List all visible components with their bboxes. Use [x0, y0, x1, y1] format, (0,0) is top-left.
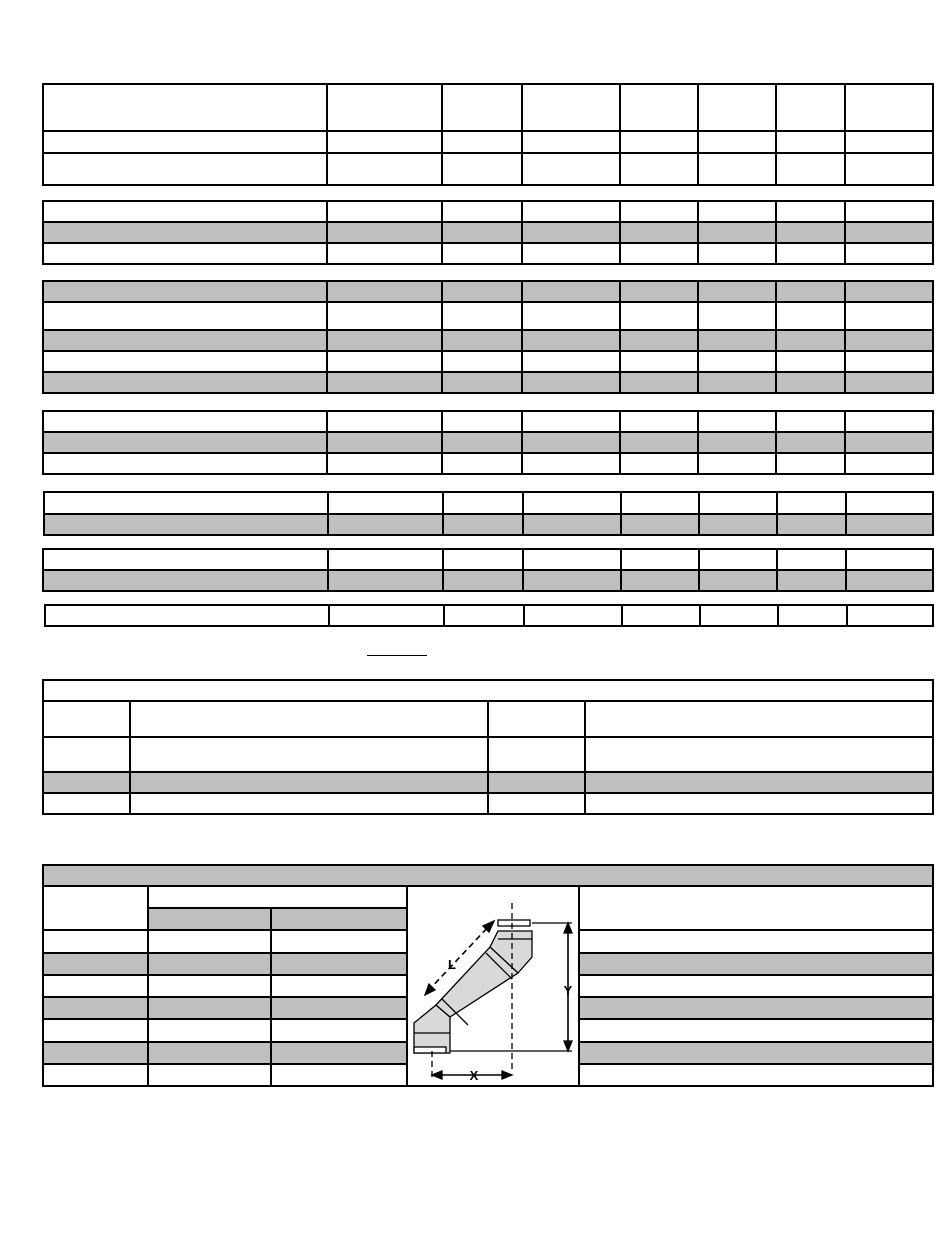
table-row [43, 570, 933, 591]
table-header-row [43, 701, 933, 737]
arrowhead [564, 923, 572, 933]
diagram-cell [407, 886, 579, 1086]
spec-table-group-6 [42, 548, 934, 592]
elbow-offset-table [42, 864, 934, 1087]
table-header-row [43, 886, 933, 908]
spec-table-group-5 [43, 491, 934, 536]
spec-table-group-4 [42, 410, 934, 475]
table-title-bar [43, 680, 933, 701]
table-row [43, 243, 933, 264]
table-row [43, 549, 933, 570]
table-row [43, 302, 933, 330]
table-header-row [43, 84, 933, 131]
label-y: Y [563, 983, 573, 998]
underlined-word-mark [367, 655, 427, 656]
label-x: X [469, 1068, 479, 1083]
arrowhead [564, 1041, 572, 1051]
table-row [43, 131, 933, 153]
table-row [43, 330, 933, 351]
table-row [43, 793, 933, 814]
table-row [43, 351, 933, 372]
table-row [43, 281, 933, 302]
table-row [43, 453, 933, 474]
spec-table-group-2 [42, 200, 934, 265]
spec-table-group-3 [42, 280, 934, 394]
table-row [43, 222, 933, 243]
table-row [43, 372, 933, 393]
table-row [43, 153, 933, 185]
table-row [43, 772, 933, 793]
table-row [43, 201, 933, 222]
vent-component-table [42, 679, 934, 815]
lower-collar [414, 1047, 446, 1053]
table-row [44, 514, 933, 535]
arrowhead [502, 1071, 512, 1079]
label-l: L [448, 957, 456, 972]
table-row [45, 605, 933, 626]
offset-elbow-diagram-icon [408, 887, 578, 1085]
table-title-bar [43, 865, 933, 886]
arrowhead [425, 984, 435, 995]
spec-table-group-1 [42, 83, 934, 186]
table-row [43, 737, 933, 772]
spec-table-group-7 [44, 604, 934, 627]
table-row [43, 432, 933, 453]
upper-collar [498, 920, 530, 926]
table-row [43, 411, 933, 432]
table-row [44, 492, 933, 514]
arrowhead [432, 1071, 442, 1079]
